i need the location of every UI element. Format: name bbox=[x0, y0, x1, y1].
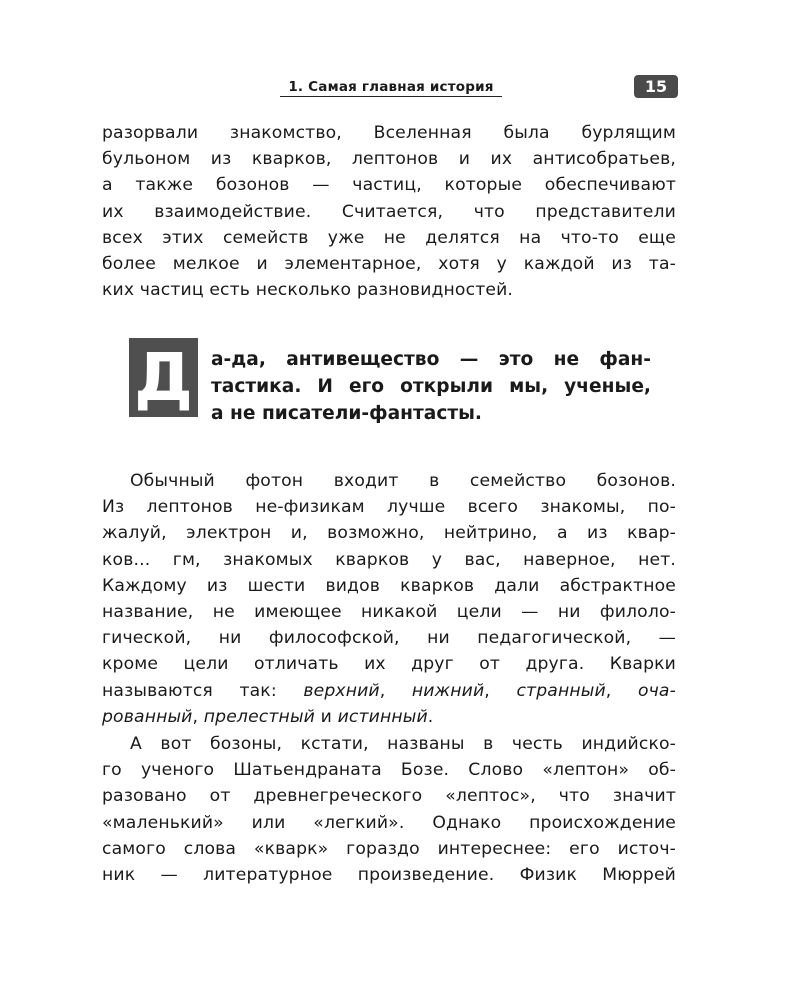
text-line: Обычный фотон входит в семейство бозонов. bbox=[130, 471, 676, 491]
text-line: А вот бозоны, кстати, названы в честь индийско- bbox=[130, 734, 676, 754]
quark-name: истинный bbox=[337, 706, 428, 727]
text-line: тастика. И его открыли мы, ученые, bbox=[211, 376, 651, 397]
text-line bbox=[102, 678, 676, 704]
text-line: всех этих семейств уже не делятся на что-то еще bbox=[102, 227, 676, 248]
quark-name: странный bbox=[516, 680, 606, 701]
text-line: кроме цели отличать их друг от друга. Кварки bbox=[102, 654, 676, 675]
text-line: Каждому из шести видов кварков дали абстрактное bbox=[102, 575, 676, 596]
running-header: 1. Самая главная история bbox=[280, 79, 502, 97]
text-line: а также бозонов — частиц, которые обеспечивают bbox=[102, 175, 676, 196]
punctuation: , bbox=[379, 680, 386, 701]
punctuation: , bbox=[605, 680, 612, 701]
quark-name: оча- bbox=[637, 680, 676, 701]
text-line: ник — литературное произведение. Физик Мюррей bbox=[102, 865, 676, 886]
drop-cap: Д bbox=[129, 338, 198, 417]
text-line: ков... гм, знакомых кварков у вас, наверное, нет. bbox=[102, 549, 676, 570]
text-line: «маленький» или «легкий». Однако происхождение bbox=[102, 812, 676, 833]
text-line: более мелкое и элементарное, хотя у каждой из та- bbox=[102, 254, 676, 275]
text-line: Из лептонов не-физикам лучше всего знакомы, по- bbox=[102, 497, 676, 518]
paragraph-1 bbox=[102, 120, 676, 303]
callout-quote bbox=[129, 338, 659, 428]
text-line: их взаимодействие. Считается, что представители bbox=[102, 201, 676, 222]
quark-name: нижний bbox=[411, 680, 485, 701]
text-line: жалуй, электрон и, возможно, нейтрино, а из квар- bbox=[102, 523, 676, 544]
quark-name: рованный bbox=[102, 706, 193, 727]
text-line: разорвали знакомство, Вселенная была бурлящим bbox=[102, 123, 676, 143]
text-line: самого слова «кварк» гораздо интереснее: его источ- bbox=[102, 838, 676, 859]
text-line: название, не имеющее никакой цели — ни филоло- bbox=[102, 602, 676, 623]
quark-name: верхний bbox=[303, 680, 380, 701]
paragraph-3 bbox=[102, 731, 676, 888]
punctuation: , bbox=[192, 706, 199, 727]
paragraph-2 bbox=[102, 468, 676, 730]
text-line: а не писатели-фантасты. bbox=[211, 403, 482, 424]
text-line: ких частиц есть несколько разновидностей. bbox=[102, 280, 514, 301]
text-line: а-да, антивещество — это не фан- bbox=[211, 349, 651, 370]
text-line: гической, ни философской, ни педагогической, — bbox=[102, 628, 676, 649]
punctuation: , bbox=[484, 680, 490, 701]
text-line: бульоном из кварков, лептонов и их антисобратьев, bbox=[102, 149, 676, 170]
quark-name: прелестный bbox=[203, 706, 315, 727]
text-fragment: и bbox=[315, 706, 338, 727]
punctuation: . bbox=[427, 706, 434, 727]
page-number-badge: 15 bbox=[634, 75, 678, 98]
text-line: разовано от древнегреческого «лептос», что значит bbox=[102, 786, 676, 807]
text-line: го ученого Шатьендраната Бозе. Слово «лептон» об- bbox=[102, 760, 676, 781]
text-fragment: называются так: bbox=[102, 680, 304, 701]
callout-text bbox=[211, 346, 651, 427]
text-line bbox=[102, 704, 676, 730]
